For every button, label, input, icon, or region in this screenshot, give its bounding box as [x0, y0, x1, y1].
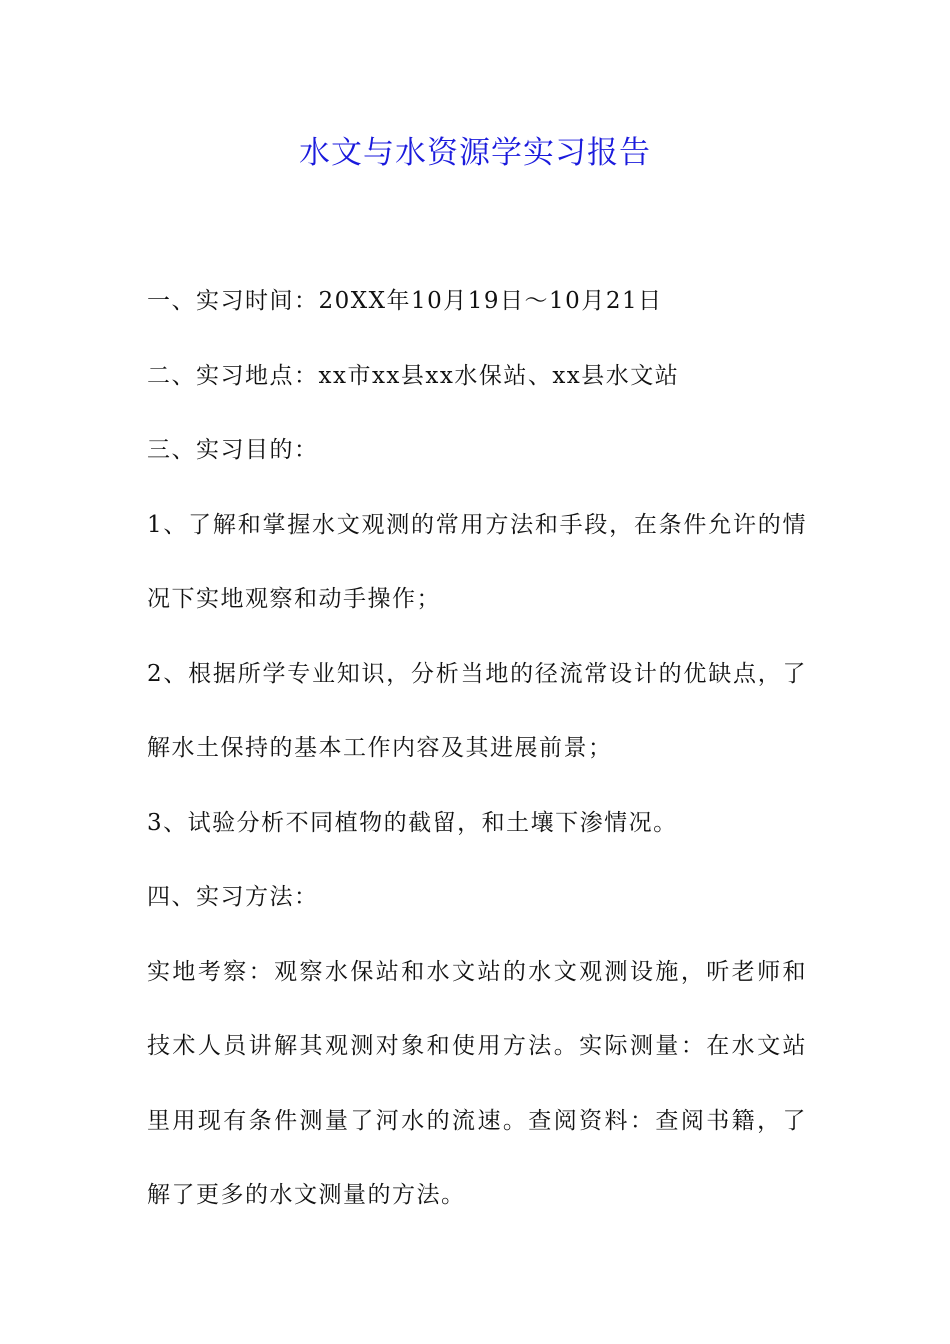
paragraph-internship-location: 二、实习地点：xx市xx县xx水保站、xx县水文站 [147, 362, 680, 389]
paragraph-method-heading: 四、实习方法： [147, 884, 319, 910]
paragraph-method-detail: 实地考察：观察水保站和水文站的水文观测设施，听老师和技术人员讲解其观测对象和使用方法。实际测量：在水文站里用现有条件测量了河水的流速。查阅资料：查阅书籍，了解了更多的水文测量的方法。 [147, 958, 807, 1208]
paragraph-purpose-1: 1、了解和掌握水文观测的常用方法和手段，在条件允许的情况下实地观察和动手操作； [147, 511, 807, 612]
paragraph-purpose-3: 3、试验分析不同植物的截留，和土壤下渗情况。 [147, 809, 678, 836]
paragraph-purpose-2: 2、根据所学专业知识，分析当地的径流常设计的优缺点，了解水土保持的基本工作内容及其进展前景； [147, 660, 807, 761]
paragraph-purpose-heading: 三、实习目的： [147, 437, 319, 463]
paragraph-internship-time: 一、实习时间：20XX年10月19日～10月21日 [147, 288, 663, 314]
document-title: 水文与水资源学实习报告 [299, 135, 651, 171]
document-body [147, 264, 807, 1233]
